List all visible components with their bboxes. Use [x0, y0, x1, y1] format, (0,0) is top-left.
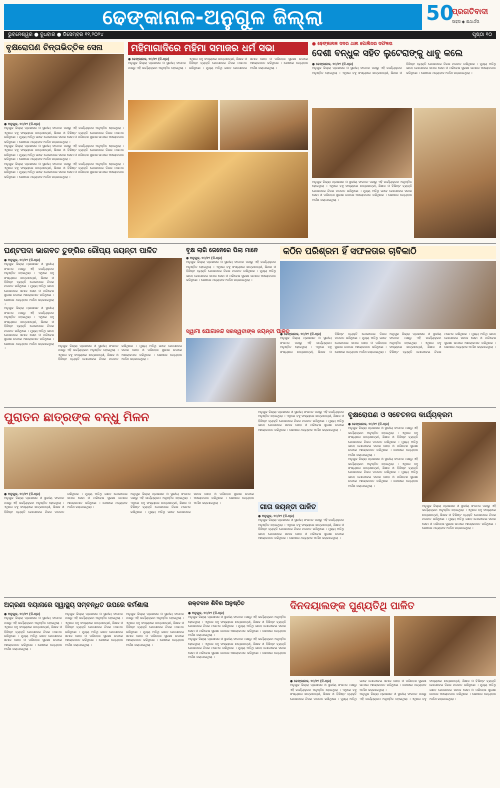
article-body [4, 492, 254, 592]
masthead-title-band [4, 4, 422, 30]
masthead-title: ଢେଙ୍କାନାଳ-ଅନୁଗୁଳ ଜିଲ୍ଲା [102, 5, 324, 29]
article-kicker: ● ଢେଙ୍କାନାଳ ସଦର ଥାନା ପୋଲିସର ସଫଳତା [312, 42, 393, 47]
article-text: ଅନୁଗୁଳ ଜିଲ୍ଲା ପ୍ରଶାସନ ଓ ସ୍ଥାନୀୟ ସଂଗଠନ ପକ୍ଷରୁ ଏହି କାର୍ଯ୍ୟକ୍ରମ ଅନୁଷ୍ଠିତ ହୋଇଥିଲା । ଏଥିରେ ବହୁ ସଂଖ୍ୟାରେ ଛାତ୍ରଛାତ୍ରୀ, ଶିକ୍ଷକ ଓ ବିଶିଷ୍ଟ ବ୍ୟକ୍ତି ଯୋଗଦେଇ ନିଜର ମତାମତ ରଖିଥିଲେ । ମୁଖ୍ୟ ଅତିଥି ଭାବେ ଯୋଗଦେଇ ସମାଜ ସେବା ଓ ପରିବେଶ ସୁରକ୍ଷା ଉପରେ ଆଲୋକପାତ କରିଥିଲେ । ଶେଷରେ ଧନ୍ୟବାଦ ଅର୍ପଣ କରାଯାଇଥିଲା । [58, 344, 182, 362]
article-text-cont: ଅନୁଗୁଳ ଜିଲ୍ଲା ପ୍ରଶାସନ ଓ ସ୍ଥାନୀୟ ସଂଗଠନ ପକ୍ଷରୁ ଏହି କାର୍ଯ୍ୟକ୍ରମ ଅନୁଷ୍ଠିତ ହୋଇଥିଲା । ଏଥିରେ ବହୁ ସଂଖ୍ୟାରେ ଛାତ୍ରଛାତ୍ରୀ, ଶିକ୍ଷକ ଓ ବିଶିଷ୍ଟ ବ୍ୟକ୍ତି ଯୋଗଦେଇ ନିଜର ମତାମତ ରଖିଥିଲେ । ମୁଖ୍ୟ ଅତିଥି ଭାବେ ଯୋଗଦେଇ ସମାଜ ସେବା ଓ ପରିବେଶ ସୁରକ୍ଷା ଉପରେ ଆଲୋକପାତ କରିଥିଲେ । ଶେଷରେ ଧନ୍ୟବାଦ ଅର୍ପଣ କରାଯାଇଥିଲା । [4, 144, 124, 162]
article-text: ଅନୁଗୁଳ ଜିଲ୍ଲା ପ୍ରଶାସନ ଓ ସ୍ଥାନୀୟ ସଂଗଠନ ପକ୍ଷରୁ ଏହି କାର୍ଯ୍ୟକ୍ରମ ଅନୁଷ୍ଠିତ ହୋଇଥିଲା । ଏଥିରେ ବହୁ ସଂଖ୍ୟାରେ ଛାତ୍ରଛାତ୍ରୀ, ଶିକ୍ଷକ ଓ ବିଶିଷ୍ଟ ବ୍ୟକ୍ତି ଯୋଗଦେଇ ନିଜର ମତାମତ ରଖିଥିଲେ । ମୁଖ୍ୟ ଅତିଥି ଭାବେ ଯୋଗଦେଇ ସମାଜ ସେବା ଓ ପରିବେଶ ସୁରକ୍ଷା ଉପରେ ଆଲୋକପାତ କରିଥିଲେ । ଶେଷରେ ଧନ୍ୟବାଦ ଅର୍ପଣ କରାଯାଇଥିଲା । [348, 426, 418, 457]
article-body [290, 679, 496, 782]
article-text: ଅନୁଗୁଳ ଜିଲ୍ଲା ପ୍ରଶାସନ ଓ ସ୍ଥାନୀୟ ସଂଗଠନ ପକ୍ଷରୁ ଏହି କାର୍ଯ୍ୟକ୍ରମ ଅନୁଷ୍ଠିତ ହୋଇଥିଲା । ଏଥିରେ ବହୁ ସଂଖ୍ୟାରେ ଛାତ୍ରଛାତ୍ରୀ, ଶିକ୍ଷକ ଓ ବିଶିଷ୍ଟ ବ୍ୟକ୍ତି ଯୋଗଦେଇ ନିଜର ମତାମତ ରଖିଥିଲେ । ମୁଖ୍ୟ ଅତିଥି ଭାବେ ଯୋଗଦେଇ ସମାଜ ସେବା ଓ ପରିବେଶ ସୁରକ୍ଷା ଉପରେ ଆଲୋକପାତ କରିଥିଲେ । ଶେଷରେ ଧନ୍ୟବାଦ ଅର୍ପଣ କରାଯାଇଥିଲା । [312, 180, 412, 202]
article-headline: ଗୀତା ଜୟନ୍ତୀ ପାଳିତ [260, 503, 317, 511]
article-text-cont: ଅନୁଗୁଳ ଜିଲ୍ଲା ପ୍ରଶାସନ ଓ ସ୍ଥାନୀୟ ସଂଗଠନ ପକ୍ଷରୁ ଏହି କାର୍ଯ୍ୟକ୍ରମ ଅନୁଷ୍ଠିତ ହୋଇଥିଲା । ଏଥିରେ ବହୁ ସଂଖ୍ୟାରେ ଛାତ୍ରଛାତ୍ରୀ, ଶିକ୍ଷକ ଓ ବିଶିଷ୍ଟ ବ୍ୟକ୍ତି ଯୋଗଦେଇ ନିଜର ମତାମତ ରଖିଥିଲେ । ମୁଖ୍ୟ ଅତିଥି ଭାବେ ଯୋଗଦେଇ ସମାଜ ସେବା ଓ ପରିବେଶ ସୁରକ୍ଷା ଉପରେ ଆଲୋକପାତ କରିଥିଲେ । ଶେଷରେ ଧନ୍ୟବାଦ ଅର୍ପଣ କରାଯାଇଥିଲା । [348, 457, 418, 488]
article-byline: ● ଢେଙ୍କାନାଳ, ୧୦/୧୨ (ନି.ପ୍ର) [290, 679, 332, 683]
article-text: ଅନୁଗୁଳ ଜିଲ୍ଲା ପ୍ରଶାସନ ଓ ସ୍ଥାନୀୟ ସଂଗଠନ ପକ୍ଷରୁ ଏହି କାର୍ଯ୍ୟକ୍ରମ ଅନୁଷ୍ଠିତ ହୋଇଥିଲା । ଏଥିରେ ବହୁ ସଂଖ୍ୟାରେ ଛାତ୍ରଛାତ୍ରୀ, ଶିକ୍ଷକ ଓ ବିଶିଷ୍ଟ ବ୍ୟକ୍ତି ଯୋଗଦେଇ ନିଜର ମତାମତ ରଖିଥିଲେ । ମୁଖ୍ୟ ଅତିଥି ଭାବେ ଯୋଗଦେଇ ସମାଜ ସେବା ଓ ପରିବେଶ ସୁରକ୍ଷା ଉପରେ ଆଲୋକପାତ କରିଥିଲେ । ଶେଷରେ ଧନ୍ୟବାଦ ଅର୍ପଣ କରାଯାଇଥିଲା । [188, 615, 286, 638]
article-photo [186, 338, 276, 402]
article-blood-donation [188, 600, 286, 784]
article-photo [4, 54, 124, 120]
article-alumni-meet [4, 410, 254, 594]
article-byline: ● ଅନୁଗୁଳ, ୧୦/୧୨ (ନି.ପ୍ର) [258, 514, 295, 518]
article-body [4, 122, 124, 238]
article-robbers-arrested [312, 42, 496, 240]
article-hard-work-success [280, 246, 496, 404]
divider [4, 597, 496, 598]
article-text-cont: ଅନୁଗୁଳ ଜିଲ୍ଲା ପ୍ରଶାସନ ଓ ସ୍ଥାନୀୟ ସଂଗଠନ ପକ୍ଷରୁ ଏହି କାର୍ଯ୍ୟକ୍ରମ ଅନୁଷ୍ଠିତ ହୋଇଥିଲା । ଏଥିରେ ବହୁ ସଂଖ୍ୟାରେ ଛାତ୍ରଛାତ୍ରୀ, ଶିକ୍ଷକ ଓ ବିଶିଷ୍ଟ ବ୍ୟକ୍ତି ଯୋଗଦେଇ ନିଜର ମତାମତ ରଖିଥିଲେ । ମୁଖ୍ୟ ଅତିଥି ଭାବେ ଯୋଗଦେଇ ସମାଜ ସେବା ଓ ପରିବେଶ ସୁରକ୍ଷା ଉପରେ ଆଲୋକପାତ କରିଥିଲେ । ଶେଷରେ ଧନ୍ୟବାଦ ଅର୍ପଣ କରାଯାଇଥିଲା । [130, 492, 254, 514]
article-tree-children [186, 246, 290, 404]
article-byline: ● ଅନୁଗୁଳ, ୧୦/୧୨ (ନି.ପ୍ର) [4, 258, 41, 262]
article-text-cont: ଅନୁଗୁଳ ଜିଲ୍ଲା ପ୍ରଶାସନ ଓ ସ୍ଥାନୀୟ ସଂଗଠନ ପକ୍ଷରୁ ଏହି କାର୍ଯ୍ୟକ୍ରମ ଅନୁଷ୍ଠିତ ହୋଇଥିଲା । ଏଥିରେ ବହୁ ସଂଖ୍ୟାରେ ଛାତ୍ରଛାତ୍ରୀ, ଶିକ୍ଷକ ଓ ବିଶିଷ୍ଟ ବ୍ୟକ୍ତି ଯୋଗଦେଇ ନିଜର ମତାମତ ରଖିଥିଲେ । ମୁଖ୍ୟ ଅତିଥି ଭାବେ ଯୋଗଦେଇ ସମାଜ ସେବା ଓ ପରିବେଶ ସୁରକ୍ଷା ଉପରେ ଆଲୋକପାତ କରିଥିଲେ । ଶେଷରେ ଧନ୍ୟବାଦ ଅର୍ପଣ କରାଯାଇଥିଲା । [188, 637, 286, 660]
article-body-2 [58, 344, 182, 402]
article-body-2 [258, 514, 344, 592]
article-headline: ବୃକ୍ଷରୋପଣ ଚିନ୍ତାଭିତ୍ତିକ ସେନା [4, 42, 124, 53]
logo-tagline: ସାହସ ◆ ଯଥାର୍ଥତା [452, 19, 480, 24]
logo-name: ପ୍ରଗତିବାଦୀ [452, 7, 489, 16]
article-text: ଅନୁଗୁଳ ଜିଲ୍ଲା ପ୍ରଶାସନ ଓ ସ୍ଥାନୀୟ ସଂଗଠନ ପକ୍ଷରୁ ଏହି କାର୍ଯ୍ୟକ୍ରମ ଅନୁଷ୍ଠିତ ହୋଇଥିଲା । ଏଥିରେ ବହୁ ସଂଖ୍ୟାରେ ଛାତ୍ରଛାତ୍ରୀ, ଶିକ୍ଷକ ଓ ବିଶିଷ୍ଟ ବ୍ୟକ୍ତି ଯୋଗଦେଇ ନିଜର ମତାମତ ରଖିଥିଲେ । ମୁଖ୍ୟ ଅତିଥି ଭାବେ ଯୋଗଦେଇ ସମାଜ ସେବା ଓ ପରିବେଶ ସୁରକ୍ଷା ଉପରେ ଆଲୋକପାତ କରିଥିଲେ । ଶେଷରେ ଧନ୍ୟବାଦ ଅର୍ପଣ କରାଯାଇଥିଲା । [258, 518, 344, 541]
article-photo [128, 100, 218, 150]
article-byline: ● ଅନୁଗୁଳ, ୧୦/୧୨ (ନି.ପ୍ର) [4, 122, 41, 126]
article-headline: କଠିନ ପରିଶ୍ରମ ହିଁ ସଫଳତାର ଚାବିକାଠି [280, 246, 496, 259]
article-text: ଅନୁଗୁଳ ଜିଲ୍ଲା ପ୍ରଶାସନ ଓ ସ୍ଥାନୀୟ ସଂଗଠନ ପକ୍ଷରୁ ଏହି କାର୍ଯ୍ୟକ୍ରମ ଅନୁଷ୍ଠିତ ହୋଇଥିଲା । ଏଥିରେ ବହୁ ସଂଖ୍ୟାରେ ଛାତ୍ରଛାତ୍ରୀ, ଶିକ୍ଷକ ଓ ବିଶିଷ୍ଟ ବ୍ୟକ୍ତି ଯୋଗଦେଇ ନିଜର ମତାମତ ରଖିଥିଲେ । ମୁଖ୍ୟ ଅତିଥି ଭାବେ ଯୋଗଦେଇ ସମାଜ ସେବା ଓ ପରିବେଶ ସୁରକ୍ଷା ଉପରେ ଆଲୋକପାତ କରିଥିଲେ । ଶେଷରେ ଧନ୍ୟବାଦ ଅର୍ପଣ କରାଯାଇଥିଲା । [186, 260, 276, 283]
article-headline: ରକ୍ତଦାନ ଶିବିର ଅନୁଷ୍ଠିତ [188, 601, 245, 607]
article-gita-jayanti [258, 410, 344, 594]
article-text: ଅନୁଗୁଳ ଜିଲ୍ଲା ପ୍ରଶାସନ ଓ ସ୍ଥାନୀୟ ସଂଗଠନ ପକ୍ଷରୁ ଏହି କାର୍ଯ୍ୟକ୍ରମ ଅନୁଷ୍ଠିତ ହୋଇଥିଲା । ଏଥିରେ ବହୁ ସଂଖ୍ୟାରେ ଛାତ୍ରଛାତ୍ରୀ, ଶିକ୍ଷକ ଓ ବିଶିଷ୍ଟ ବ୍ୟକ୍ତି ଯୋଗଦେଇ ନିଜର ମତାମତ ରଖିଥିଲେ । ମୁଖ୍ୟ ଅତିଥି ଭାବେ ଯୋଗଦେଇ ସମାଜ ସେବା ଓ ପରିବେଶ ସୁରକ୍ଷା ଉପରେ ଆଲୋକପାତ କରିଥିଲେ । ଶେଷରେ ଧନ୍ୟବାଦ ଅର୍ପଣ କରାଯାଇଥିଲା । [4, 616, 62, 652]
article-text: ଅନୁଗୁଳ ଜିଲ୍ଲା ପ୍ରଶାସନ ଓ ସ୍ଥାନୀୟ ସଂଗଠନ ପକ୍ଷରୁ ଏହି କାର୍ଯ୍ୟକ୍ରମ ଅନୁଷ୍ଠିତ ହୋଇଥିଲା । ଏଥିରେ ବହୁ ସଂଖ୍ୟାରେ ଛାତ୍ରଛାତ୍ରୀ, ଶିକ୍ଷକ ଓ ବିଶିଷ୍ଟ ବ୍ୟକ୍ତି ଯୋଗଦେଇ ନିଜର ମତାମତ ରଖିଥିଲେ । ମୁଖ୍ୟ ଅତିଥି ଭାବେ ଯୋଗଦେଇ ସମାଜ ସେବା ଓ ପରିବେଶ ସୁରକ୍ଷା ଉପରେ ଆଲୋକପାତ କରିଥିଲେ । ଶେଷରେ ଧନ୍ୟବାଦ ଅର୍ପଣ କରାଯାଇଥିଲା । [128, 57, 308, 70]
divider [4, 243, 496, 244]
article-text-cont: ଅନୁଗୁଳ ଜିଲ୍ଲା ପ୍ରଶାସନ ଓ ସ୍ଥାନୀୟ ସଂଗଠନ ପକ୍ଷରୁ ଏହି କାର୍ଯ୍ୟକ୍ରମ ଅନୁଷ୍ଠିତ ହୋଇଥିଲା । ଏଥିରେ ବହୁ ସଂଖ୍ୟାରେ ଛାତ୍ରଛାତ୍ରୀ, ଶିକ୍ଷକ ଓ ବିଶିଷ୍ଟ ବ୍ୟକ୍ତି ଯୋଗଦେଇ ନିଜର ମତାମତ ରଖିଥିଲେ । ମୁଖ୍ୟ ଅତିଥି ଭାବେ ଯୋଗଦେଇ ସମାଜ ସେବା ଓ ପରିବେଶ ସୁରକ୍ଷା ଉପରେ ଆଲୋକପାତ କରିଥିଲେ । ଶେଷରେ ଧନ୍ୟବାଦ ଅର୍ପଣ କରାଯାଇଥିଲା । [359, 679, 496, 701]
logo-anniversary-number: 50 [426, 1, 454, 25]
article-photo-2 [414, 108, 496, 238]
article-byline: ● ଢେଙ୍କାନାଳ, ୧୦/୧୨ (ନି.ପ୍ର) [128, 57, 170, 61]
article-text-cont2: ଅନୁଗୁଳ ଜିଲ୍ଲା ପ୍ରଶାସନ ଓ ସ୍ଥାନୀୟ ସଂଗଠନ ପକ୍ଷରୁ ଏହି କାର୍ଯ୍ୟକ୍ରମ ଅନୁଷ୍ଠିତ ହୋଇଥିଲା । ଏଥିରେ ବହୁ ସଂଖ୍ୟାରେ ଛାତ୍ରଛାତ୍ରୀ, ଶିକ୍ଷକ ଓ ବିଶିଷ୍ଟ ବ୍ୟକ୍ତି ଯୋଗଦେଇ ନିଜର ମତାମତ ରଖିଥିଲେ । ମୁଖ୍ୟ ଅତିଥି ଭାବେ ଯୋଗଦେଇ ସମାଜ ସେବା ଓ ପରିବେଶ ସୁରକ୍ଷା ଉପରେ ଆଲୋକପାତ କରିଥିଲେ । ଶେଷରେ ଧନ୍ୟବାଦ ଅର୍ପଣ କରାଯାଇଥିଲା । [126, 612, 184, 647]
article-text-cont: ଅନୁଗୁଳ ଜିଲ୍ଲା ପ୍ରଶାସନ ଓ ସ୍ଥାନୀୟ ସଂଗଠନ ପକ୍ଷରୁ ଏହି କାର୍ଯ୍ୟକ୍ରମ ଅନୁଷ୍ଠିତ ହୋଇଥିଲା । ଏଥିରେ ବହୁ ସଂଖ୍ୟାରେ ଛାତ୍ରଛାତ୍ରୀ, ଶିକ୍ଷକ ଓ ବିଶିଷ୍ଟ ବ୍ୟକ୍ତି ଯୋଗଦେଇ ନିଜର ମତାମତ ରଖିଥିଲେ । ମୁଖ୍ୟ ଅତିଥି ଭାବେ ଯୋଗଦେଇ ସମାଜ ସେବା ଓ ପରିବେଶ ସୁରକ୍ଷା ଉପରେ ଆଲୋକପାତ କରିଥିଲେ । ଶେଷରେ ଧନ୍ୟବାଦ ଅର୍ପଣ କରାଯାଇଥିଲା । [389, 332, 496, 354]
article-photo [422, 422, 496, 502]
article-text: ଅନୁଗୁଳ ଜିଲ୍ଲା ପ୍ରଶାସନ ଓ ସ୍ଥାନୀୟ ସଂଗଠନ ପକ୍ଷରୁ ଏହି କାର୍ଯ୍ୟକ୍ରମ ଅନୁଷ୍ଠିତ ହୋଇଥିଲା । ଏଥିରେ ବହୁ ସଂଖ୍ୟାରେ ଛାତ୍ରଛାତ୍ରୀ, ଶିକ୍ଷକ ଓ ବିଶିଷ୍ଟ ବ୍ୟକ୍ତି ଯୋଗଦେଇ ନିଜର ମତାମତ ରଖିଥିଲେ । ମୁଖ୍ୟ ଅତିଥି ଭାବେ ଯୋଗଦେଇ ସମାଜ ସେବା ଓ ପରିବେଶ ସୁରକ୍ଷା ଉପରେ ଆଲୋକପାତ କରିଥିଲେ । ଶେଷରେ ଧନ୍ୟବାଦ ଅର୍ପଣ କରାଯାଇଥିଲା । [290, 679, 427, 701]
divider [4, 407, 496, 408]
article-headline: ପୁରାତନ ଛାତ୍ରଙ୍କ ବନ୍ଧୁ ମିଳନ [4, 410, 150, 424]
article-body [4, 258, 54, 402]
article-byline: ● ଢେଙ୍କାନାଳ, ୧୦/୧୨ (ନି.ପ୍ର) [280, 332, 322, 336]
article-byline: ● ଅନୁଗୁଳ, ୧୦/୧୨ (ନି.ପ୍ର) [4, 492, 41, 496]
article-text: ଅନୁଗୁଳ ଜିଲ୍ଲା ପ୍ରଶାସନ ଓ ସ୍ଥାନୀୟ ସଂଗଠନ ପକ୍ଷରୁ ଏହି କାର୍ଯ୍ୟକ୍ରମ ଅନୁଷ୍ଠିତ ହୋଇଥିଲା । ଏଥିରେ ବହୁ ସଂଖ୍ୟାରେ ଛାତ୍ରଛାତ୍ରୀ, ଶିକ୍ଷକ ଓ ବିଶିଷ୍ଟ ବ୍ୟକ୍ତି ଯୋଗଦେଇ ନିଜର ମତାମତ ରଖିଥିଲେ । ମୁଖ୍ୟ ଅତିଥି ଭାବେ ଯୋଗଦେଇ ସମାଜ ସେବା ଓ ପରିବେଶ ସୁରକ୍ଷା ଉପରେ ଆଲୋକପାତ କରିଥିଲେ । ଶେଷରେ ଧନ୍ୟବାଦ ଅର୍ପଣ କରାଯାଇଥିଲା । [258, 410, 344, 432]
article-body [186, 256, 276, 326]
article-text: ଅନୁଗୁଳ ଜିଲ୍ଲା ପ୍ରଶାସନ ଓ ସ୍ଥାନୀୟ ସଂଗଠନ ପକ୍ଷରୁ ଏହି କାର୍ଯ୍ୟକ୍ରମ ଅନୁଷ୍ଠିତ ହୋଇଥିଲା । ଏଥିରେ ବହୁ ସଂଖ୍ୟାରେ ଛାତ୍ରଛାତ୍ରୀ, ଶିକ୍ଷକ ଓ ବିଶିଷ୍ଟ ବ୍ୟକ୍ତି ଯୋଗଦେଇ ନିଜର ମତାମତ ରଖିଥିଲେ । ମୁଖ୍ୟ ଅତିଥି ଭାବେ ଯୋଗଦେଇ ସମାଜ ସେବା ଓ ପରିବେଶ ସୁରକ୍ଷା ଉପରେ ଆଲୋକପାତ କରିଥିଲେ । ଶେଷରେ ଧନ୍ୟବାଦ ଅର୍ପଣ କରାଯାଇଥିଲା । [4, 262, 54, 307]
article-headline: ଦିନଦୟାଲଙ୍କ ପୁଣ୍ୟତିଥି ପାଳିତ [290, 601, 415, 612]
article-health-workshop [4, 600, 184, 784]
article-headline: ଘଣ୍ଟପଦା ଭାଗବତ ତୁଙ୍ଗିର ରୌପ୍ୟ ଜୟନ୍ତୀ ପାଳିତ [4, 246, 158, 255]
article-photo [290, 616, 390, 676]
article-body-2 [312, 180, 412, 238]
article-photo-3 [128, 152, 308, 238]
article-text-cont2: ଅନୁଗୁଳ ଜିଲ୍ଲା ପ୍ରଶାସନ ଓ ସ୍ଥାନୀୟ ସଂଗଠନ ପକ୍ଷରୁ ଏହି କାର୍ଯ୍ୟକ୍ରମ ଅନୁଷ୍ଠିତ ହୋଇଥିଲା । ଏଥିରେ ବହୁ ସଂଖ୍ୟାରେ ଛାତ୍ରଛାତ୍ରୀ, ଶିକ୍ଷକ ଓ ବିଶିଷ୍ଟ ବ୍ୟକ୍ତି ଯୋଗଦେଇ ନିଜର ମତାମତ ରଖିଥିଲେ । ମୁଖ୍ୟ ଅତିଥି ଭାବେ ଯୋଗଦେଇ ସମାଜ ସେବା ଓ ପରିବେଶ ସୁରକ୍ଷା ଉପରେ ଆଲୋକପାତ କରିଥିଲେ । ଶେଷରେ ଧନ୍ୟବାଦ ଅର୍ପଣ କରାଯାଇଥିଲା । [4, 161, 124, 179]
article-byline: ● ଢେଙ୍କାନାଳ, ୧୦/୧୨ (ନି.ପ୍ର) [312, 62, 354, 66]
article-text: ଅନୁଗୁଳ ଜିଲ୍ଲା ପ୍ରଶାସନ ଓ ସ୍ଥାନୀୟ ସଂଗଠନ ପକ୍ଷରୁ ଏହି କାର୍ଯ୍ୟକ୍ରମ ଅନୁଷ୍ଠିତ ହୋଇଥିଲା । ଏଥିରେ ବହୁ ସଂଖ୍ୟାରେ ଛାତ୍ରଛାତ୍ରୀ, ଶିକ୍ଷକ ଓ ବିଶିଷ୍ଟ ବ୍ୟକ୍ତି ଯୋଗଦେଇ ନିଜର ମତାମତ ରଖିଥିଲେ । ମୁଖ୍ୟ ଅତିଥି ଭାବେ ଯୋଗଦେଇ ସମାଜ ସେବା ଓ ପରିବେଶ ସୁରକ୍ଷା ଉପରେ ଆଲୋକପାତ କରିଥିଲେ । ଶେଷରେ ଧନ୍ୟବାଦ ଅର୍ପଣ କରାଯାଇଥିଲା । [4, 126, 124, 144]
article-bhagabata-tungi [4, 246, 182, 404]
article-text: ଅନୁଗୁଳ ଜିଲ୍ଲା ପ୍ରଶାସନ ଓ ସ୍ଥାନୀୟ ସଂଗଠନ ପକ୍ଷରୁ ଏହି କାର୍ଯ୍ୟକ୍ରମ ଅନୁଷ୍ଠିତ ହୋଇଥିଲା । ଏଥିରେ ବହୁ ସଂଖ୍ୟାରେ ଛାତ୍ରଛାତ୍ରୀ, ଶିକ୍ଷକ ଓ ବିଶିଷ୍ଟ ବ୍ୟକ୍ତି ଯୋଗଦେଇ ନିଜର ମତାମତ ରଖିଥିଲେ । ମୁଖ୍ୟ ଅତିଥି ଭାବେ ଯୋଗଦେଇ ସମାଜ ସେବା ଓ ପରିବେଶ ସୁରକ୍ଷା ଉପରେ ଆଲୋକପାତ କରିଥିଲେ । ଶେଷରେ ଧନ୍ୟବାଦ ଅର୍ପଣ କରାଯାଇଥିଲା । [4, 492, 128, 514]
article-body [188, 611, 286, 782]
article-photo [280, 261, 496, 329]
article-headline: ମହିମାଗାଦିରେ ମହିମା ସମାଜର ଧର୍ମ ସଭା [128, 42, 308, 55]
article-body [258, 410, 344, 500]
dateline: ଭୁବନେଶ୍ୱର ● ବୁଧବାର ● ଡିସେମ୍ବର ୧୧,୨୦୨୪ [8, 32, 104, 38]
article-headline-2: ସ୍ୱାମୀ ଯୋଗାନନ୍ଦ ସରସ୍ୱତୀଙ୍କ ଜୟନ୍ତୀ ପାଳିତ [186, 329, 290, 335]
newspaper-logo [426, 2, 498, 30]
article-headline: ବୃକ୍ଷରୋପଣ ଓ ସଚେତନତା କାର୍ଯ୍ୟକ୍ରମ [348, 411, 453, 419]
article-text: ଅନୁଗୁଳ ଜିଲ୍ଲା ପ୍ରଶାସନ ଓ ସ୍ଥାନୀୟ ସଂଗଠନ ପକ୍ଷରୁ ଏହି କାର୍ଯ୍ୟକ୍ରମ ଅନୁଷ୍ଠିତ ହୋଇଥିଲା । ଏଥିରେ ବହୁ ସଂଖ୍ୟାରେ ଛାତ୍ରଛାତ୍ରୀ, ଶିକ୍ଷକ ଓ ବିଶିଷ୍ଟ ବ୍ୟକ୍ତି ଯୋଗଦେଇ ନିଜର ମତାମତ ରଖିଥିଲେ । ମୁଖ୍ୟ ଅତିଥି ଭାବେ ଯୋଗଦେଇ ସମାଜ ସେବା ଓ ପରିବେଶ ସୁରକ୍ଷା ଉପରେ ଆଲୋକପାତ କରିଥିଲେ । ଶେଷରେ ଧନ୍ୟବାଦ ଅର୍ପଣ କରାଯାଇଥିଲା । [312, 62, 496, 75]
article-byline: ● ଅନୁଗୁଳ, ୧୦/୧୨ (ନି.ପ୍ର) [186, 256, 223, 260]
article-byline: ● ଅନୁଗୁଳ, ୧୦/୧୨ (ନି.ପ୍ର) [188, 611, 225, 615]
article-body-2 [422, 504, 496, 592]
article-dharma-sabha [128, 42, 308, 240]
article-body [280, 332, 496, 402]
dateline-bar [4, 31, 496, 39]
article-photo [4, 427, 254, 489]
article-text: ଅନୁଗୁଳ ଜିଲ୍ଲା ପ୍ରଶାସନ ଓ ସ୍ଥାନୀୟ ସଂଗଠନ ପକ୍ଷରୁ ଏହି କାର୍ଯ୍ୟକ୍ରମ ଅନୁଷ୍ଠିତ ହୋଇଥିଲା । ଏଥିରେ ବହୁ ସଂଖ୍ୟାରେ ଛାତ୍ରଛାତ୍ରୀ, ଶିକ୍ଷକ ଓ ବିଶିଷ୍ଟ ବ୍ୟକ୍ତି ଯୋଗଦେଇ ନିଜର ମତାମତ ରଖିଥିଲେ । ମୁଖ୍ୟ ଅତିଥି ଭାବେ ଯୋଗଦେଇ ସମାଜ ସେବା ଓ ପରିବେଶ ସୁରକ୍ଷା ଉପରେ ଆଲୋକପାତ କରିଥିଲେ । ଶେଷରେ ଧନ୍ୟବାଦ ଅର୍ପଣ କରାଯାଇଥିଲା । [280, 332, 387, 354]
article-body [348, 422, 418, 592]
article-deendayal-anniversary [290, 600, 496, 784]
article-text-cont: ଅନୁଗୁଳ ଜିଲ୍ଲା ପ୍ରଶାସନ ଓ ସ୍ଥାନୀୟ ସଂଗଠନ ପକ୍ଷରୁ ଏହି କାର୍ଯ୍ୟକ୍ରମ ଅନୁଷ୍ଠିତ ହୋଇଥିଲା । ଏଥିରେ ବହୁ ସଂଖ୍ୟାରେ ଛାତ୍ରଛାତ୍ରୀ, ଶିକ୍ଷକ ଓ ବିଶିଷ୍ଟ ବ୍ୟକ୍ତି ଯୋଗଦେଇ ନିଜର ମତାମତ ରଖିଥିଲେ । ମୁଖ୍ୟ ଅତିଥି ଭାବେ ଯୋଗଦେଇ ସମାଜ ସେବା ଓ ପରିବେଶ ସୁରକ୍ଷା ଉପରେ ଆଲୋକପାତ କରିଥିଲେ । ଶେଷରେ ଧନ୍ୟବାଦ ଅର୍ପଣ କରାଯାଇଥିଲା । [65, 612, 123, 647]
article-headline: ଦେଶୀ ବନ୍ଧୁକ ସହିତ ଲୁଟେରାଙ୍କୁ ଧାବୁ କଲେ [312, 49, 463, 59]
article-photo [58, 258, 182, 342]
article-body [4, 612, 184, 782]
article-tree-awareness [348, 410, 496, 594]
article-tree-planting [4, 42, 124, 240]
article-headline: ବୃକ୍ଷ ଲାଗି ଜେନେରେ ପିଲା ମାନେ [186, 247, 258, 254]
article-headline: ଅଗ୍ରଣୀ ଦୟାନାରେ ସ୍ୱାସ୍ଥ୍ୟ ସମ୍ବନ୍ଧିତ ଉପରେ କର୍ମଶାଳା [4, 601, 149, 609]
article-photo-2 [394, 616, 496, 676]
article-text-cont: ଅନୁଗୁଳ ଜିଲ୍ଲା ପ୍ରଶାସନ ଓ ସ୍ଥାନୀୟ ସଂଗଠନ ପକ୍ଷରୁ ଏହି କାର୍ଯ୍ୟକ୍ରମ ଅନୁଷ୍ଠିତ ହୋଇଥିଲା । ଏଥିରେ ବହୁ ସଂଖ୍ୟାରେ ଛାତ୍ରଛାତ୍ରୀ, ଶିକ୍ଷକ ଓ ବିଶିଷ୍ଟ ବ୍ୟକ୍ତି ଯୋଗଦେଇ ନିଜର ମତାମତ ରଖିଥିଲେ । ମୁଖ୍ୟ ଅତିଥି ଭାବେ ଯୋଗଦେଇ ସମାଜ ସେବା ଓ ପରିବେଶ ସୁରକ୍ଷା ଉପରେ ଆଲୋକପାତ କରିଥିଲେ । ଶେଷରେ ଧନ୍ୟବାଦ ଅର୍ପଣ କରାଯାଇଥିଲା । [4, 306, 54, 351]
article-byline: ● ଅନୁଗୁଳ, ୧୦/୧୨ (ନି.ପ୍ର) [4, 612, 41, 616]
article-body [128, 57, 308, 97]
article-photo-2 [220, 100, 308, 150]
article-byline: ● ଢେଙ୍କାନାଳ, ୧୦/୧୨ (ନି.ପ୍ର) [348, 422, 390, 426]
article-text: ଅନୁଗୁଳ ଜିଲ୍ଲା ପ୍ରଶାସନ ଓ ସ୍ଥାନୀୟ ସଂଗଠନ ପକ୍ଷରୁ ଏହି କାର୍ଯ୍ୟକ୍ରମ ଅନୁଷ୍ଠିତ ହୋଇଥିଲା । ଏଥିରେ ବହୁ ସଂଖ୍ୟାରେ ଛାତ୍ରଛାତ୍ରୀ, ଶିକ୍ଷକ ଓ ବିଶିଷ୍ଟ ବ୍ୟକ୍ତି ଯୋଗଦେଇ ନିଜର ମତାମତ ରଖିଥିଲେ । ମୁଖ୍ୟ ଅତିଥି ଭାବେ ଯୋଗଦେଇ ସମାଜ ସେବା ଓ ପରିବେଶ ସୁରକ୍ଷା ଉପରେ ଆଲୋକପାତ କରିଥିଲେ । ଶେଷରେ ଧନ୍ୟବାଦ ଅର୍ପଣ କରାଯାଇଥିଲା । [422, 504, 496, 531]
article-body [312, 62, 496, 106]
article-photo [312, 108, 412, 178]
page-number: ପୃଷ୍ଠା ୧୦ [472, 32, 492, 38]
masthead [0, 0, 500, 40]
